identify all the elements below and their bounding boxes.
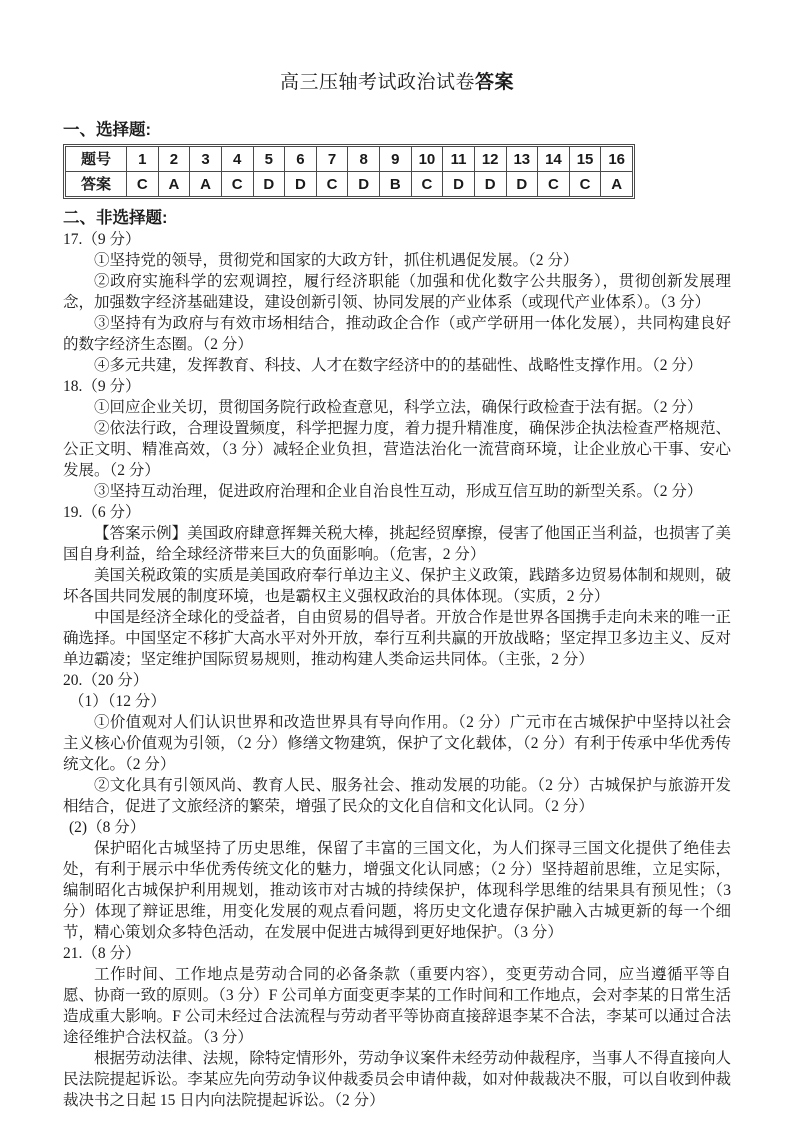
row-header-cell: 答案 (66, 172, 127, 197)
question-number-cell: 3 (190, 147, 222, 172)
question-number-cell: 1 (127, 147, 159, 172)
answer-paragraph: ③坚持互动治理，促进政府治理和企业自治良性互动，形成互信互助的新型关系。（2 分） (94, 483, 703, 500)
answer-paragraph: 美国关税政策的实质是美国政府奉行单边主义、保护主义政策，践踏多边贸易体制和规则，破坏各国共同发展的制度环境，也是霸权主义强权政治的具体体现。（实质，2 分） (63, 567, 731, 605)
answer-cell: D (285, 172, 317, 197)
question-number-cell: 15 (569, 147, 601, 172)
answer-cell: C (221, 172, 253, 197)
answer-paragraph: ①回应企业关切，贯彻国务院行政检查意见，科学立法，确保行政检查于法有据。（2 分） (94, 399, 703, 416)
answer-cell: B (380, 172, 412, 197)
answer-cell: D (253, 172, 285, 197)
sub-part-label: （1）（12 分） (69, 693, 166, 710)
answer-cell: A (158, 172, 190, 197)
question-number-cell: 2 (158, 147, 190, 172)
answer-table-grid (65, 146, 633, 197)
answer-paragraph: ②依法行政，合理设置频度，科学把握力度，着力提升精准度，确保涉企执法检查严格规范、公正文明、精准高效，（3 分）减轻企业负担，营造法治化一流营商环境，让企业放心干事、安心发展。（2 分） (63, 420, 731, 479)
question-number-cell: 8 (348, 147, 380, 172)
answer-cell: C (316, 172, 348, 197)
answer-paragraph: ②文化具有引领风尚、教育人民、服务社会、推动发展的功能。（2 分）古城保护与旅游开发相结合，促进了文旅经济的繁荣，增强了民众的文化自信和文化认同。（2 分） (63, 777, 731, 815)
answer-paragraph: ③坚持有为政府与有效市场相结合，推动政企合作（或产学研用一体化发展），共同构建良好的数字经济生态圈。（2 分） (63, 315, 731, 353)
questions (63, 229, 731, 1111)
answer-cell: C (411, 172, 443, 197)
answer-paragraph: 根据劳动法律、法规，除特定情形外，劳动争议案件未经劳动仲裁程序，当事人不得直接向人民法院提起诉讼。李某应先向劳动争议仲裁委员会申请仲裁，如对仲裁裁决不服，可以自收到仲裁裁决书之日起 15 日内向法院提起诉讼。（2 分） (63, 1050, 731, 1109)
title-regular: 高三压轴考试政治试卷 (279, 72, 475, 93)
question-block (63, 229, 731, 376)
question-number-cell: 9 (380, 147, 412, 172)
answer-row (66, 172, 633, 197)
question-number-row (66, 147, 633, 172)
question-label: 19.（6 分） (63, 504, 141, 521)
question-label: 18.（9 分） (63, 378, 141, 395)
sub-part-label: (2)（8 分） (69, 819, 146, 836)
question-number-cell: 13 (506, 147, 538, 172)
question-number-cell: 6 (285, 147, 317, 172)
question-block (63, 376, 731, 502)
choice-section-heading: 一、选择题: (63, 121, 151, 139)
answer-paragraph: 【答案示例】美国政府肆意挥舞关税大棒，挑起经贸摩擦，侵害了他国正当利益，也损害了美国自身利益，给全球经济带来巨大的负面影响。（危害，2 分） (63, 525, 731, 563)
question-label: 17.（9 分） (63, 231, 141, 248)
answer-cell: C (127, 172, 159, 197)
answer-cell: C (538, 172, 570, 197)
question-block (63, 670, 731, 943)
answer-paragraph: ①坚持党的领导，贯彻党和国家的大政方针，抓住机遇促发展。（2 分） (94, 252, 579, 269)
question-number-cell: 4 (221, 147, 253, 172)
answer-cell: A (601, 172, 633, 197)
question-label: 21.（8 分） (63, 945, 141, 962)
answer-cell: D (443, 172, 475, 197)
answer-cell: D (506, 172, 538, 197)
answer-cell: C (569, 172, 601, 197)
answer-paragraph: ①价值观对人们认识世界和改造世界具有导向作用。（2 分）广元市在古城保护中坚持以社会主义核心价值观为引领，（2 分）修缮文物建筑，保护了文化载体，（2 分）有利于传承中华优秀传统文化。（2 分） (63, 714, 731, 773)
question-number-cell: 11 (443, 147, 475, 172)
answer-cell: D (348, 172, 380, 197)
question-label: 20.（20 分） (63, 672, 149, 689)
question-number-cell: 12 (474, 147, 506, 172)
question-number-cell: 16 (601, 147, 633, 172)
answer-paragraph: ②政府实施科学的宏观调控，履行经济职能（加强和优化数字公共服务），贯彻创新发展理念，加强数字经济基础建设，建设创新引领、协同发展的产业体系（或现代产业体系）。（3 分） (63, 273, 731, 311)
question-number-cell: 7 (316, 147, 348, 172)
row-header-cell: 题号 (66, 147, 127, 172)
answer-table (63, 144, 635, 199)
noncoice-section-heading: 二、非选择题: (63, 209, 168, 227)
answer-paragraph: ④多元共建，发挥教育、科技、人才在数字经济中的的基础性、战略性支撑作用。（2 分） (94, 357, 703, 374)
question-number-cell: 5 (253, 147, 285, 172)
answer-paragraph: 中国是经济全球化的受益者，自由贸易的倡导者。开放合作是世界各国携手走向未来的唯一正确选择。中国坚定不移扩大高水平对外开放，奉行互利共赢的开放战略；坚定捍卫多边主义、反对单边霸凌；坚定维护国际贸易规则，推动构建人类命运共同体。（主张，2 分） (63, 609, 731, 668)
question-block (63, 502, 731, 670)
answer-cell: A (190, 172, 222, 197)
question-number-cell: 10 (411, 147, 443, 172)
question-number-cell: 14 (538, 147, 570, 172)
title-bold: 答案 (475, 72, 515, 93)
answer-paragraph: 保护昭化古城坚持了历史思维，保留了丰富的三国文化，为人们探寻三国文化提供了绝佳去处，有利于展示中华优秀传统文化的魅力，增强文化认同感；（2 分）坚持超前思维，立足实际，编制昭化古城保护利用规划，推动该市对古城的持续保护，体现科学思维的结果具有预见性；（3 分）体现了辩证思维，用变化发展的观点看问题，将历史文化遗存保护融入古城更新的每一个细节，精心策划众多特色活动，在发展中促进古城得到更好地保护。（3 分） (63, 840, 731, 941)
page-title (63, 72, 731, 94)
answer-paragraph: 工作时间、工作地点是劳动合同的必备条款（重要内容），变更劳动合同，应当遵循平等自愿、协商一致的原则。（3 分）F 公司单方面变更李某的工作时间和工作地点，会对李某的日常生活造成重大影响。F 公司未经过合法流程与劳动者平等协商直接辞退李某不合法，李某可以通过合法途径维护合法权益。（3 分） (63, 966, 731, 1046)
answer-cell: D (474, 172, 506, 197)
question-block (63, 943, 731, 1111)
